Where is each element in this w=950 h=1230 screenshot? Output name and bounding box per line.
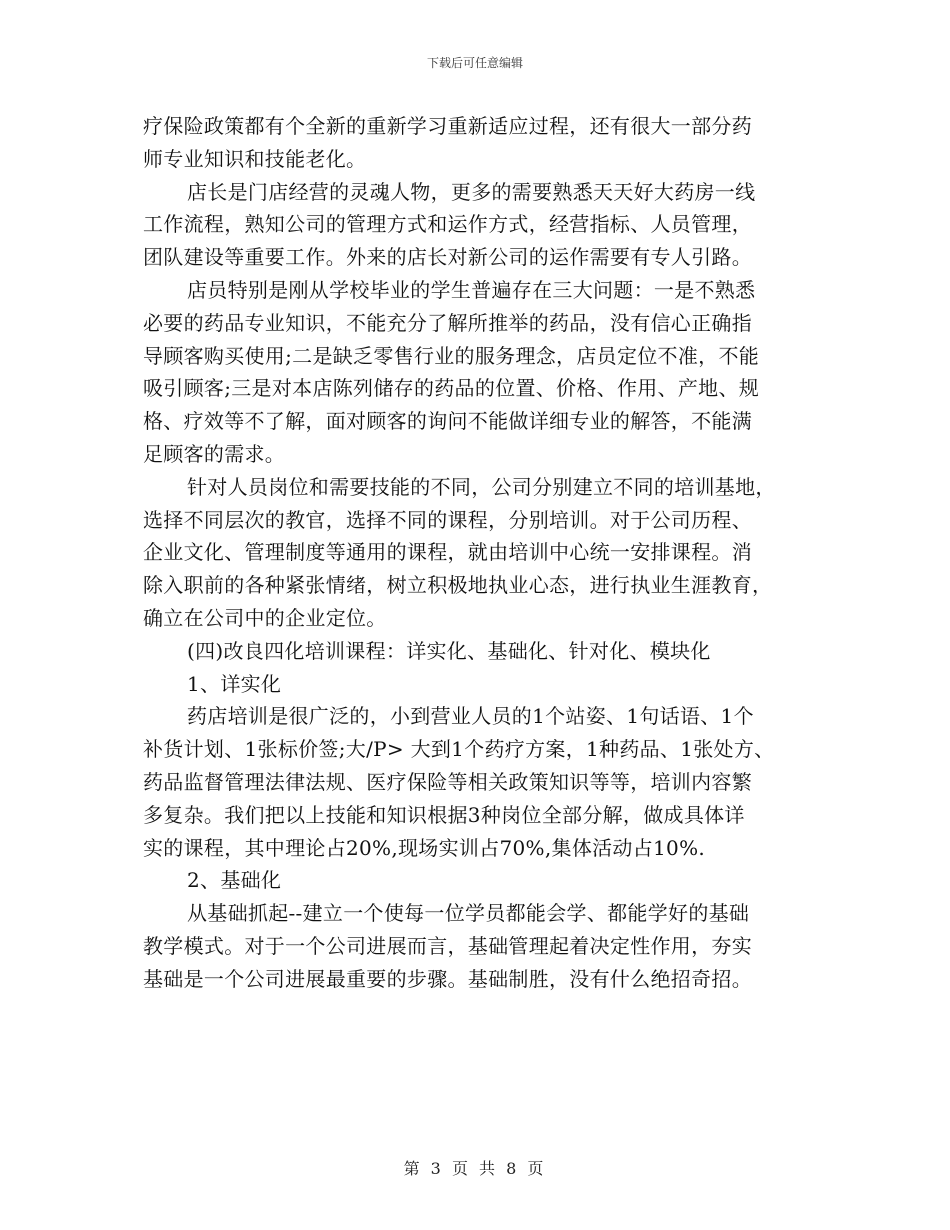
text-line: 药店培训是很广泛的，小到营业人员的1个站姿、1句话语、1个 [187,704,754,729]
text-line: 1、详实化 [187,671,282,696]
text-line: 团队建设等重要工作。外来的店长对新公司的运作需要有专人引路。 [143,245,752,270]
text-line: 2、基础化 [187,868,282,893]
text-line: 教学模式。对于一个公司进展而言，基础管理起着决定性作用，夯实 [143,933,752,958]
text-line: 工作流程，熟知公司的管理方式和运作方式，经营指标、人员管理， [143,212,752,237]
text-line: 药品监督管理法律法规、医疗保险等相关政策知识等等，培训内容繁 [143,769,752,794]
text-line: 足顾客的需求。 [143,441,286,466]
text-line: 疗保险政策都有个全新的重新学习重新适应过程，还有很大一部分药 [143,114,752,138]
page-header: 下载后可任意编辑 [426,56,523,70]
text-line: 选择不同层次的教官，选择不同的课程，分别培训。对于公司历程、 [143,507,752,532]
text-line: 店员特别是刚从学校毕业的学生普遍存在三大问题：一是不熟悉 [187,277,756,302]
text-line: 针对人员岗位和需要技能的不同，公司分别建立不同的培训基地， [187,474,776,499]
text-line: 基础是一个公司进展最重要的步骤。基础制胜，没有什么绝招奇招。 [143,966,752,991]
text-line: 店长是门店经营的灵魂人物，更多的需要熟悉天天好大药房一线 [187,179,756,204]
text-line: 师专业知识和技能老化。 [143,146,367,171]
text-line: 确立在公司中的企业定位。 [143,605,387,630]
text-line: 除入职前的各种紧张情绪，树立积极地执业心态，进行执业生涯教育， [143,573,773,598]
text-line: 必要的药品专业知识，不能充分了解所推举的药品，没有信心正确指 [143,310,752,335]
text-line: 导顾客购买使用;二是缺乏零售行业的服务理念，店员定位不准，不能 [143,343,760,368]
body-text [143,110,823,996]
text-line: 企业文化、管理制度等通用的课程，就由培训中心统一安排课程。消 [143,540,752,565]
text-line: 吸引顾客;三是对本店陈列储存的药品的位置、价格、作用、产地、规 [143,376,760,401]
text-line: 补货计划、1张标价签;大/P> 大到1个药疗方案，1种药品、1张处方、 [143,737,775,762]
text-line: (四)改良四化培训课程：详实化、基础化、针对化、模块化 [187,638,711,663]
text-line: 实的课程，其中理论占20%,现场实训占70%,集体活动占10%. [143,835,706,860]
text-line: 从基础抓起--建立一个使每一位学员都能会学、都能学好的基础 [187,901,750,926]
page-footer: 第 3 页 共 8 页 [403,1159,547,1178]
text-line: 多复杂。我们把以上技能和知识根据3种岗位全部分解，做成具体详 [143,802,745,827]
text-line: 格、疗效等不了解，面对顾客的询问不能做详细专业的解答，不能满 [143,409,752,434]
